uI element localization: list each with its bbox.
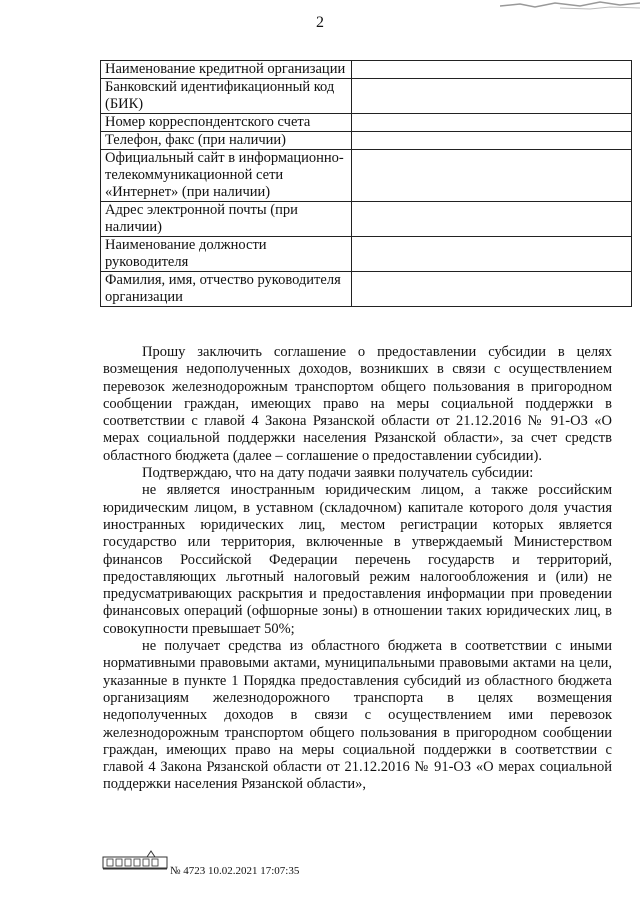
table-row [101, 79, 632, 114]
field-value [352, 61, 632, 79]
document-registration-id: № 4723 10.02.2021 17:07:35 [170, 865, 300, 877]
field-label: Официальный сайт в информационно-телекоммуникационной сети «Интернет» (при наличии) [101, 150, 352, 202]
field-label: Наименование должности руководителя [101, 237, 352, 272]
page-number: 2 [316, 14, 324, 31]
registry-stamp-icon [102, 848, 168, 870]
body-text [103, 344, 612, 794]
bank-details-table [100, 60, 632, 307]
paragraph: не получает средства из областного бюджета в соответствии с иными нормативными правовыми актами, муниципальными правовыми актами на цели, указанные в пункте 1 Порядка предоставления субсидий из областного бюджета организациям железнодорожного транспорта в целях возмещения недополученных доходов в связи с осуществлением ими перевозок железнодорожным транспортом общего пользования в пригородном сообщении граждан, имеющих право на меры социальной поддержки в соответствии с главой 4 Закона Рязанской области от 21.12.2016 № 91-ОЗ «О мерах социальной поддержки населения Рязанской области», [103, 638, 612, 793]
field-value [352, 132, 632, 150]
paragraph: Подтверждаю, что на дату подачи заявки получатель субсидии: [142, 465, 534, 482]
table-row [101, 132, 632, 150]
field-value [352, 79, 632, 114]
scan-artifact [500, 0, 640, 12]
paragraph: не является иностранным юридическим лицом, а также российским юридическим лицом, в уставном (складочном) капитале которого доля участия иностранных юридических лиц, местом регистрации которых является государство или территория, включенные в утверждаемый Министерством финансов Российской Федерации перечень государств и территорий, предоставляющих льготный налоговый режим налогообложения и (или) не предусматривающих раскрытия и предоставления информации при проведении финансовых операций (офшорные зоны) в отношении таких юридических лиц, в совокупности превышает 50%; [103, 482, 612, 637]
table-row [101, 61, 632, 79]
field-value [352, 202, 632, 237]
field-value [352, 114, 632, 132]
table-row [101, 114, 632, 132]
field-value [352, 150, 632, 202]
paragraph: Прошу заключить соглашение о предоставлении субсидии в целях возмещения недополученных доходов, возникших в связи с осуществлением перевозок железнодорожным транспортом общего пользования в пригородном сообщении граждан, имеющих право на меры социальной поддержки в соответствии с главой 4 Закона Рязанской области от 21.12.2016 № 91-ОЗ «О мерах социальной поддержки населения Рязанской области», за счет средств областного бюджета (далее – соглашение о предоставлении субсидии). [103, 344, 612, 464]
field-label: Номер корреспондентского счета [101, 114, 352, 132]
field-label: Телефон, факс (при наличии) [101, 132, 352, 150]
field-label: Фамилия, имя, отчество руководителя организации [101, 272, 352, 307]
field-label: Адрес электронной почты (при наличии) [101, 202, 352, 237]
table-row [101, 272, 632, 307]
table-row [101, 150, 632, 202]
table-row [101, 202, 632, 237]
table-row [101, 237, 632, 272]
field-label: Наименование кредитной организации [101, 61, 352, 79]
field-label: Банковский идентификационный код (БИК) [101, 79, 352, 114]
field-value [352, 272, 632, 307]
field-value [352, 237, 632, 272]
